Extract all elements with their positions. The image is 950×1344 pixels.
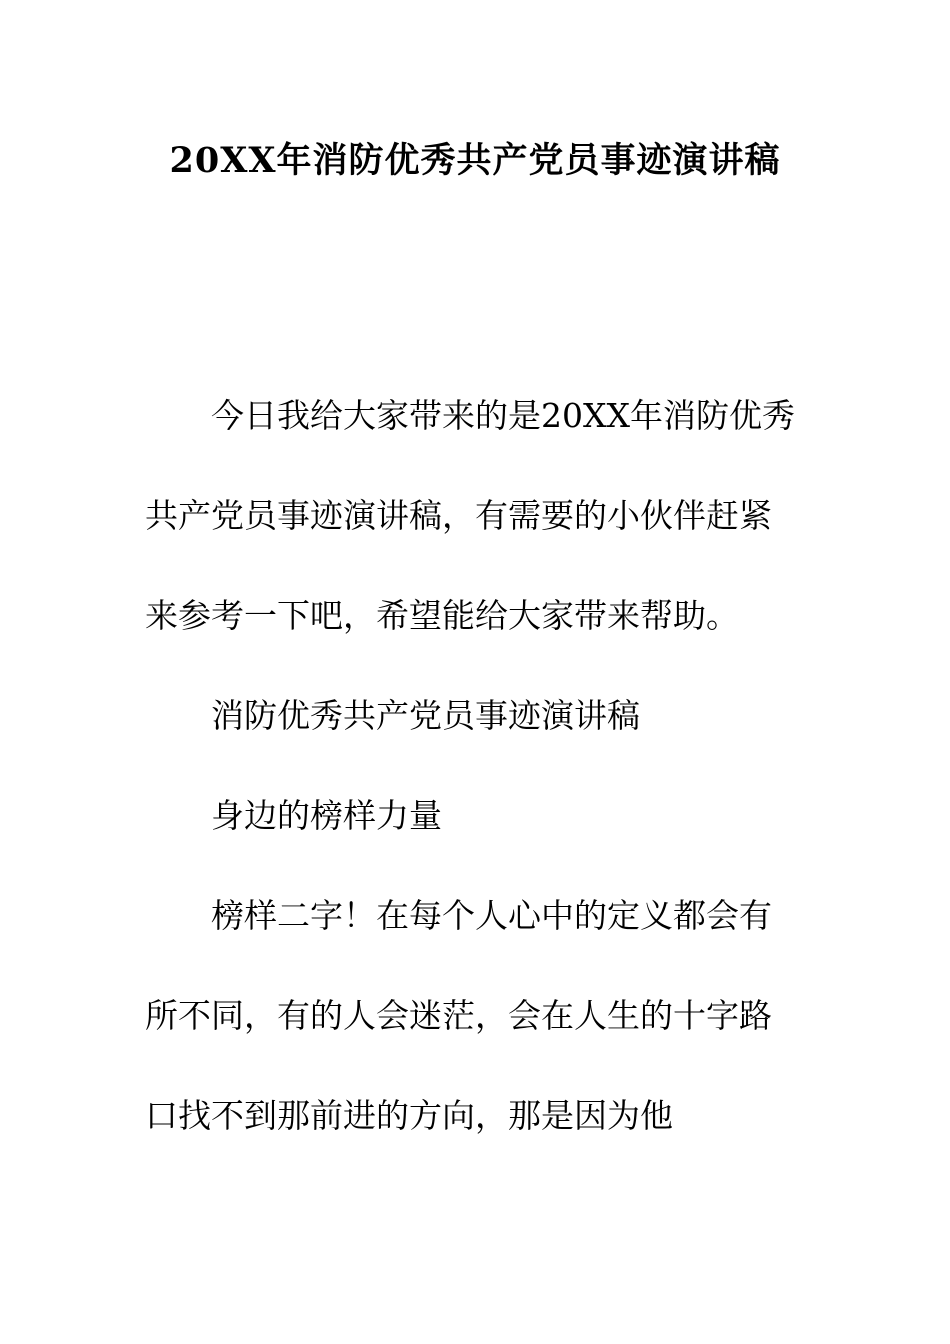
paragraph-subheading: 身边的榜样力量 bbox=[211, 796, 442, 835]
document-body bbox=[145, 366, 795, 1166]
paragraph-body: 榜样二字！在每个人心中的定义都会有所不同，有的人会迷茫，会在人生的十字路口找不到那前进的方向，那是因为他 bbox=[145, 896, 772, 1135]
document-title: 20XX年消防优秀共产党员事迹演讲稿 bbox=[169, 140, 781, 181]
paragraph-heading: 消防优秀共产党员事迹演讲稿 bbox=[211, 696, 640, 735]
paragraph-intro: 今日我给大家带来的是20XX年消防优秀共产党员事迹演讲稿，有需要的小伙伴赶紧来参考一下吧，希望能给大家带来帮助。 bbox=[145, 396, 795, 635]
